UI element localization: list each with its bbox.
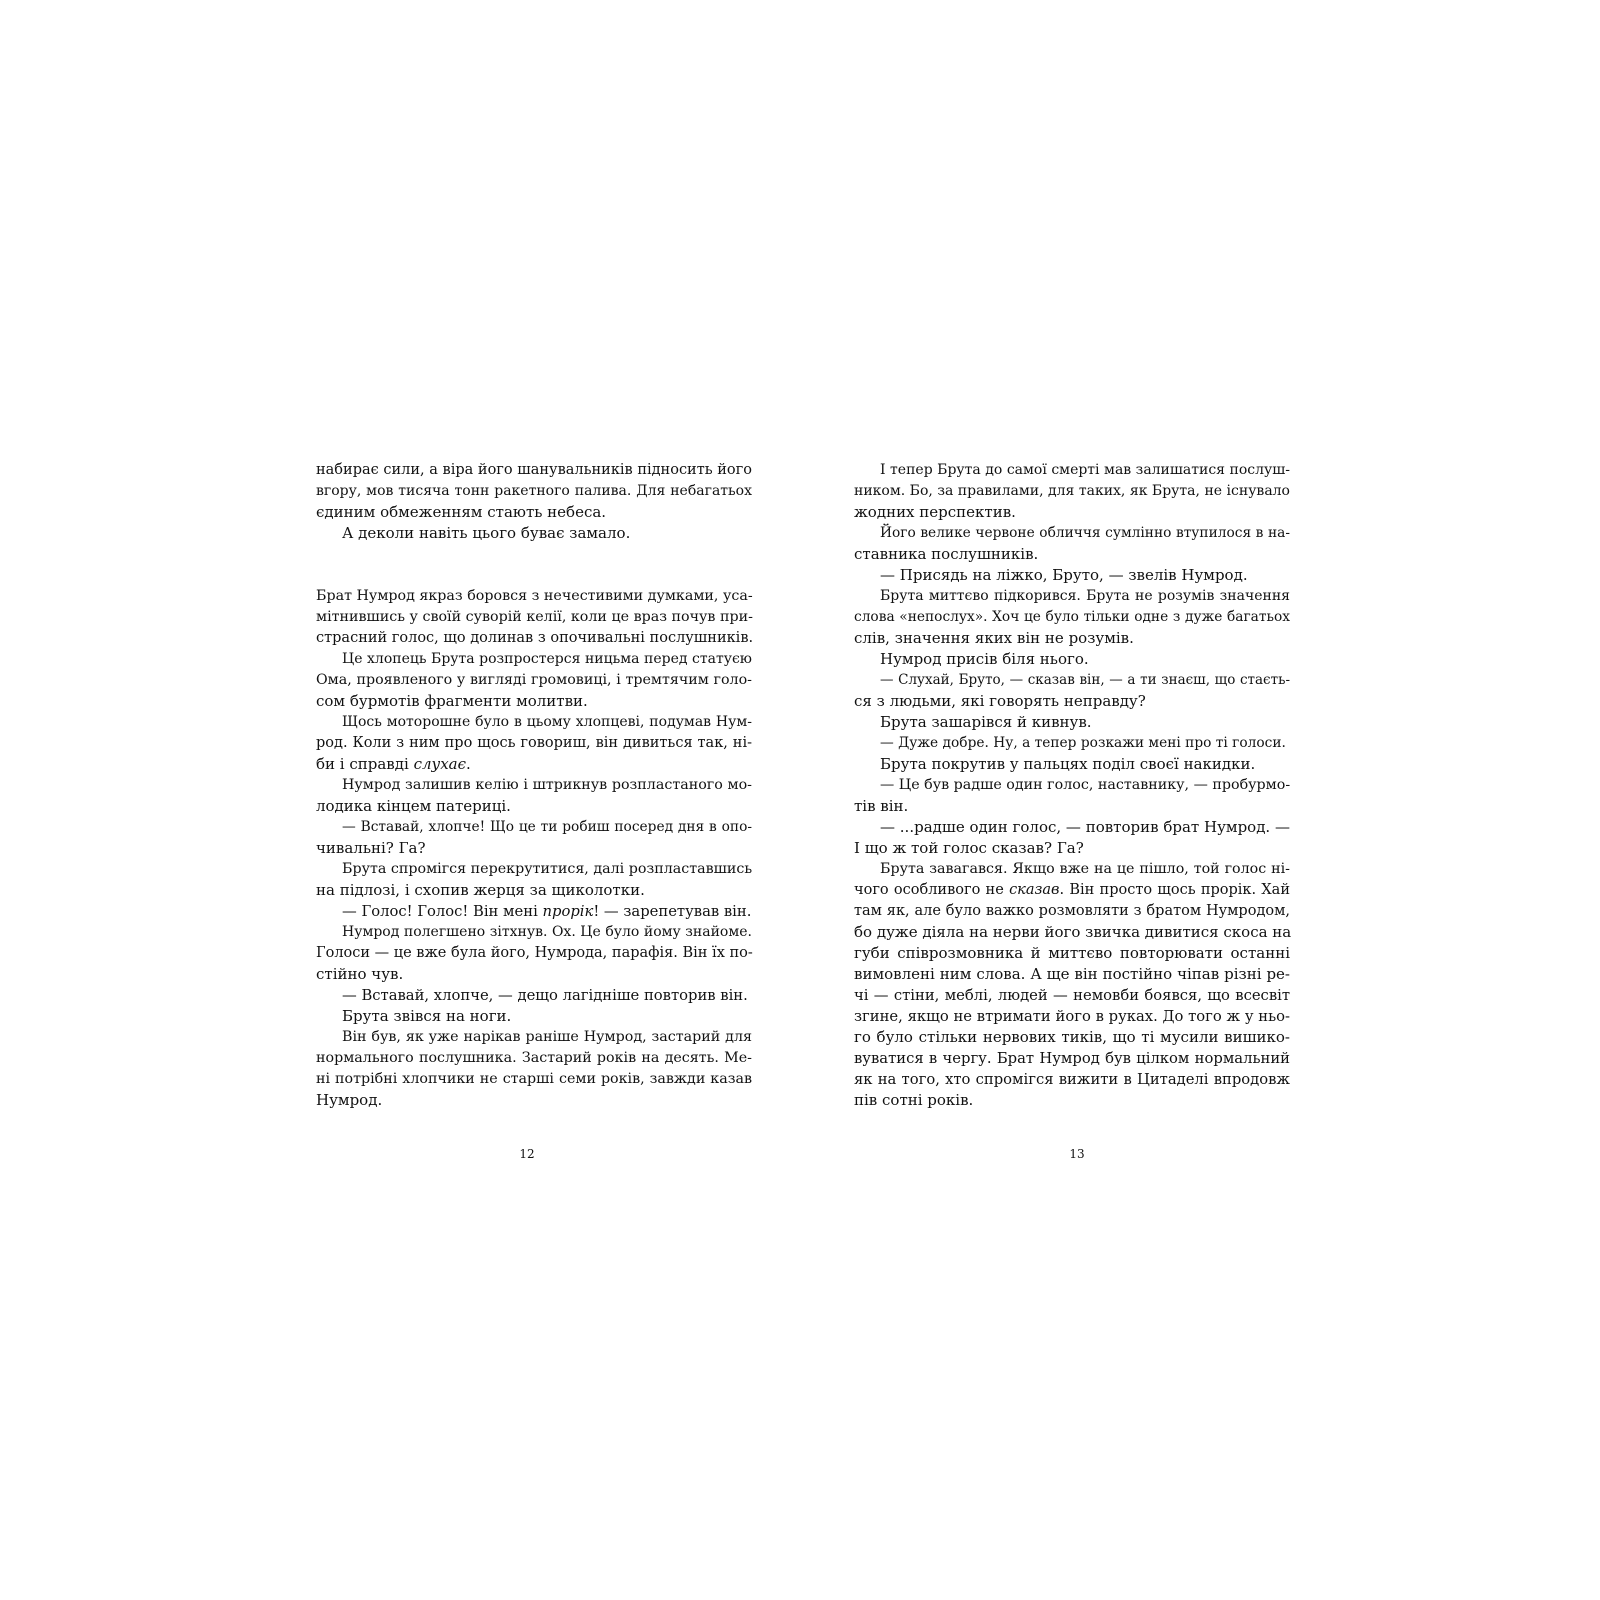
text-line: — Слухай, Бруто, — сказав він, — а ти знаєш, що стаєть-	[880, 672, 1290, 688]
text-line: губи співрозмовника й миттєво повторювати останні	[854, 944, 1290, 962]
text-line: Брута звівся на ноги.	[342, 1007, 512, 1025]
text-line: ставника послушників.	[854, 545, 1039, 563]
page-number-right: 13	[1069, 1147, 1085, 1161]
text-line: го було стільки нервових тиків, що ті мусили вишико-	[854, 1028, 1290, 1046]
text-line: — Вставай, хлопче! Що це ти робиш посеред дня в опо-	[342, 819, 752, 835]
text-line: А деколи навіть цього буває замало.	[342, 524, 631, 542]
right-text-block	[854, 460, 1290, 1111]
text-line: мітнившись у своїй суворій келії, коли це враз почув при-	[316, 609, 753, 625]
text-line: чивальні? Га?	[316, 839, 426, 857]
text-line: Брута покрутив у пальцях поділ своєї накидки.	[880, 755, 1256, 773]
text-line: Це хлопець Брута розпростерся ницьма перед статуєю	[342, 651, 752, 667]
text-line: Брута завагався. Якщо вже на це пішло, той голос ні-	[880, 861, 1290, 877]
text-line: Його велике червоне обличчя сумлінно втупилося в на-	[880, 525, 1290, 541]
text-line: єдиним обмеженням стають небеса.	[316, 503, 607, 521]
text-line: бо дуже діяла на нерви його звичка дивитися скоса на	[854, 923, 1292, 941]
text-line: — Голос! Голос! Він мені прорік! — зарепетував він.	[342, 903, 752, 920]
text-line: — Вставай, хлопче, — дещо лагідніше повторив він.	[342, 987, 748, 1004]
text-line: І що ж той голос сказав? Га?	[854, 839, 1084, 857]
text-line: Голоси — це вже була його, Нумрода, парафія. Він їх по-	[316, 945, 753, 961]
text-line: вгору, мов тисяча тонн ракетного палива. Для небагатьох	[316, 483, 752, 499]
text-line: сом бурмотів фрагменти молитви.	[316, 692, 588, 710]
text-line: Брута зашарівся й кивнув.	[880, 713, 1092, 731]
left-text-block-main	[316, 586, 752, 1111]
left-page	[316, 460, 752, 1111]
text-line: род. Коли з ним про щось говориш, він дивиться так, ні-	[316, 735, 752, 751]
text-line: — Присядь на ліжко, Бруто, — звелів Нумрод.	[880, 566, 1248, 584]
text-line: — Дуже добре. Ну, а тепер розкажи мені про ті голоси.	[880, 735, 1286, 751]
text-line: страсний голос, що долинав з опочивальні послушників.	[316, 630, 754, 646]
text-line: нормального послушника. Застарий років на десять. Ме-	[316, 1050, 752, 1066]
text-line: Щось моторошне було в цьому хлопцеві, подумав Нум-	[342, 714, 752, 730]
text-line: як на того, хто спромігся вижити в Цитаделі впродовж	[854, 1071, 1290, 1088]
text-line: ником. Бо, за правилами, для таких, як Брута, не існувало	[854, 483, 1290, 499]
text-line: вуватися в чергу. Брат Нумрод був цілком нормальний	[854, 1050, 1290, 1067]
text-line: згине, якщо не втримати його в руках. До того ж у ньо-	[854, 1008, 1290, 1025]
text-line: на підлозі, і схопив жерця за щиколотки.	[316, 881, 645, 899]
text-line: стійно чув.	[316, 965, 404, 983]
text-line: тів він.	[854, 797, 909, 815]
text-line: Нумрод залишив келію і штрикнув розпластаного мо-	[342, 777, 752, 793]
text-line: набирає сили, а віра його шанувальників підносить його	[316, 462, 752, 478]
text-line: — Це був радше один голос, наставнику, — пробурмо-	[880, 777, 1291, 793]
text-line: І тепер Брута до самої смерті мав залишатися послуш-	[880, 462, 1290, 478]
text-line: би і справді слухає.	[316, 755, 471, 773]
emphasis: сказав	[1009, 882, 1060, 898]
emphasis: прорік	[542, 903, 594, 920]
text-line: пів сотні років.	[854, 1091, 974, 1109]
text-line: Нумрод полегшено зітхнув. Ох. Це було йому знайоме.	[342, 924, 752, 940]
text-line: чі — стіни, меблі, людей — немовби боявся, що всесвіт	[854, 987, 1290, 1004]
text-line: Він був, як уже нарікав раніше Нумрод, застарий для	[342, 1029, 752, 1045]
text-line: Брута миттєво підкорився. Брута не розумів значення	[880, 588, 1290, 604]
page-number-left: 12	[519, 1147, 535, 1161]
right-page	[854, 460, 1290, 1111]
text-line: ні потрібні хлопчики не старші семи років, завжди казав	[316, 1071, 752, 1087]
emphasis: слухає	[413, 755, 467, 773]
text-line: слова «непослух». Хоч це було тільки одне з дуже багатьох	[854, 609, 1290, 625]
left-text-block-intro	[316, 460, 752, 544]
text-line: Брута спромігся перекрутитися, далі розпластавшись	[342, 861, 753, 877]
text-line: Брат Нумрод якраз боровся з нечестивими думками, уса-	[316, 588, 753, 604]
text-line: ся з людьми, які говорять неправду?	[854, 692, 1146, 710]
text-line: жодних перспектив.	[854, 503, 1016, 521]
text-line: там як, але було важко розмовляти з братом Нумродом,	[854, 903, 1290, 919]
text-line: — ...радше один голос, — повторив брат Нумрод. —	[880, 818, 1290, 836]
text-line: Нумрод.	[316, 1091, 383, 1109]
section-break	[316, 544, 752, 586]
text-line: вимовлені ним слова. А ще він постійно чіпав різні ре-	[854, 965, 1290, 983]
text-line: Ома, проявленого у вигляді громовиці, і тремтячим голо-	[316, 672, 752, 688]
text-line: лодика кінцем патериці.	[316, 797, 511, 815]
text-line: чого особливого не сказав. Він просто щось прорік. Хай	[854, 882, 1290, 898]
text-line: Нумрод присів біля нього.	[880, 650, 1089, 668]
text-line: слів, значення яких він не розумів.	[854, 629, 1134, 647]
